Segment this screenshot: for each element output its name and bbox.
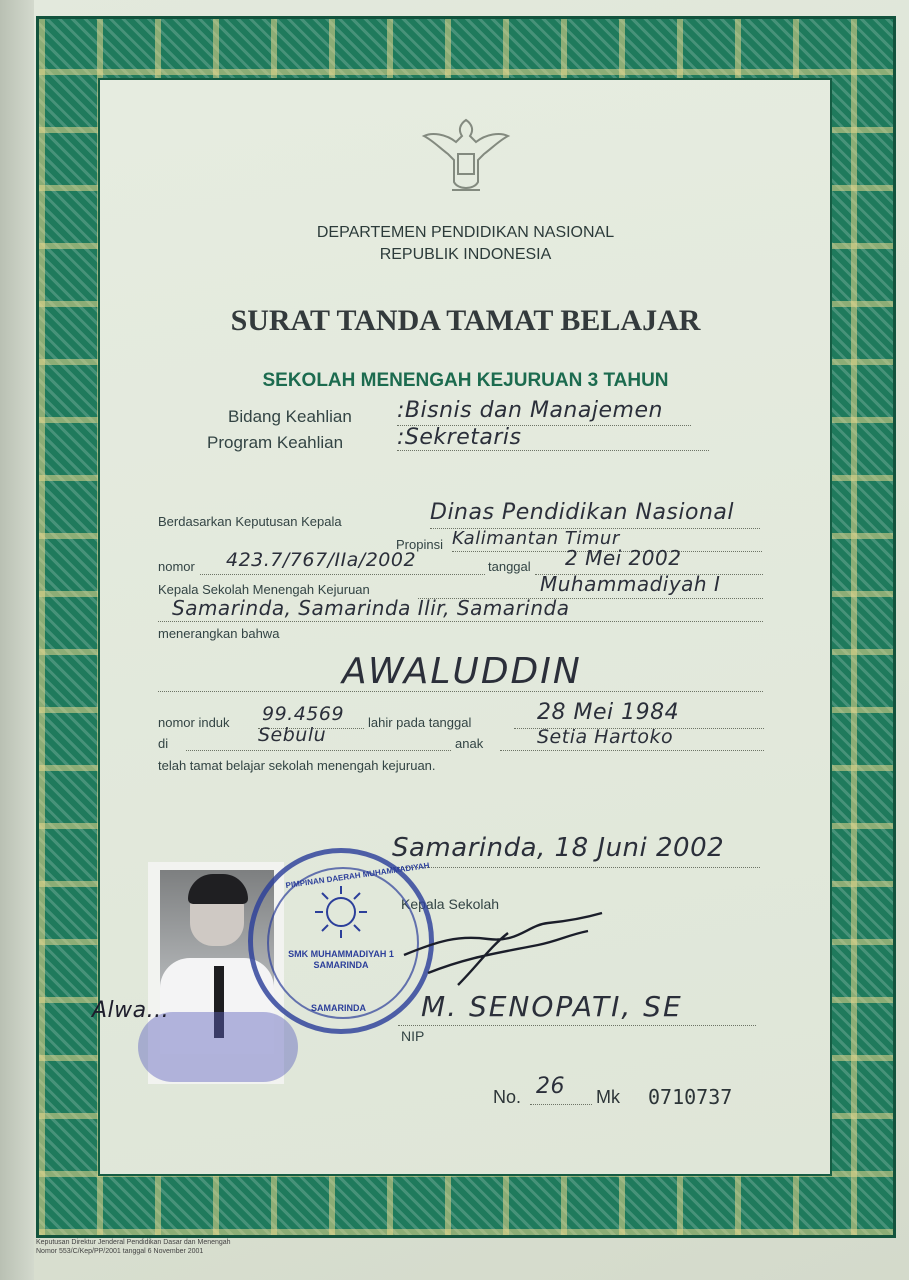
paper-shadow <box>0 0 34 1280</box>
di-line <box>186 750 451 751</box>
serial-no-line <box>530 1104 592 1105</box>
stamp-middle-text: SMK MUHAMMADIYAH 1 SAMARINDA <box>288 949 394 970</box>
footnote-line-1: Keputusan Direktur Jenderal Pendidikan Dasar dan Menengah <box>36 1239 231 1246</box>
serial-mk-label: Mk <box>596 1087 620 1107</box>
stamp-top-text: PIMPINAN DAERAH MUHAMMADIYAH <box>285 860 430 891</box>
nomor-line <box>200 574 485 575</box>
tanggal-value: 2 Mei 2002 <box>565 546 682 570</box>
nomor-value: 423.7/767/IIa/2002 <box>226 549 417 571</box>
country-name: REPUBLIK INDONESIA <box>379 246 552 263</box>
signatory-line <box>398 1025 756 1026</box>
place-date-line <box>390 867 760 868</box>
student-name-line <box>158 691 763 692</box>
propinsi-value: Kalimantan Timur <box>452 528 620 549</box>
lahir-value: 28 Mei 1984 <box>537 700 680 725</box>
program-label: Program Keahlian <box>207 433 344 452</box>
place-date: Samarinda, 18 Juni 2002 <box>392 833 725 863</box>
serial-number: 0710737 <box>648 1085 733 1109</box>
bidang-value: :Bisnis dan Manajemen <box>397 398 663 423</box>
tanggal-label: tanggal <box>488 559 531 574</box>
serial-no-label: No. <box>493 1087 522 1107</box>
anak-line <box>500 750 764 751</box>
serial-no-value: 26 <box>536 1074 565 1099</box>
muhammadiyah-sun-icon <box>311 883 371 941</box>
garuda-emblem-icon <box>420 110 512 202</box>
menerangkan-label: menerangkan bahwa <box>158 626 280 641</box>
tamat-statement: telah tamat belajar sekolah menengah kejuruan. <box>158 758 436 773</box>
address-value: Samarinda, Samarinda Ilir, Samarinda <box>172 596 570 620</box>
program-value: :Sekretaris <box>397 425 522 450</box>
induk-value: 99.4569 <box>262 703 345 725</box>
kepsek-value: Muhammadiyah I <box>540 572 721 596</box>
nip-label: NIP <box>401 1028 425 1044</box>
berdasarkan-label: Berdasarkan Keputusan Kepala <box>158 514 342 529</box>
address-line <box>158 621 763 622</box>
induk-label: nomor induk <box>158 715 230 730</box>
program-line <box>397 450 709 451</box>
footnote-line-2: Nomor 553/C/Kep/PP/2001 tanggal 6 November 2001 <box>36 1248 204 1255</box>
kepsek-label: Kepala Sekolah Menengah Kejuruan <box>158 582 370 597</box>
ministry-name: DEPARTEMEN PENDIDIKAN NASIONAL <box>316 224 615 241</box>
lahir-label: lahir pada tanggal <box>368 715 472 730</box>
bidang-label: Bidang Keahlian <box>228 407 352 426</box>
student-name: AWALUDDIN <box>342 651 582 692</box>
anak-label: anak <box>455 736 484 751</box>
stamp-bottom-text: SAMARINDA <box>311 1003 366 1013</box>
signatory-role: Kepala Sekolah <box>401 896 500 912</box>
school-type: SEKOLAH MENENGAH KEJURUAN 3 TAHUN <box>262 370 669 391</box>
berdasarkan-value: Dinas Pendidikan Nasional <box>430 500 734 525</box>
certificate-title: SURAT TANDA TAMAT BELAJAR <box>230 304 701 337</box>
principal-signature-scribble <box>398 905 608 995</box>
di-label: di <box>158 736 169 751</box>
anak-value: Setia Hartoko <box>537 726 674 748</box>
photo-signature: Alwa... <box>92 998 170 1023</box>
nomor-label: nomor <box>158 559 195 574</box>
propinsi-label: Propinsi <box>396 537 443 552</box>
signatory-name: M. SENOPATI, SE <box>421 990 683 1023</box>
di-value: Sebulu <box>258 724 327 746</box>
